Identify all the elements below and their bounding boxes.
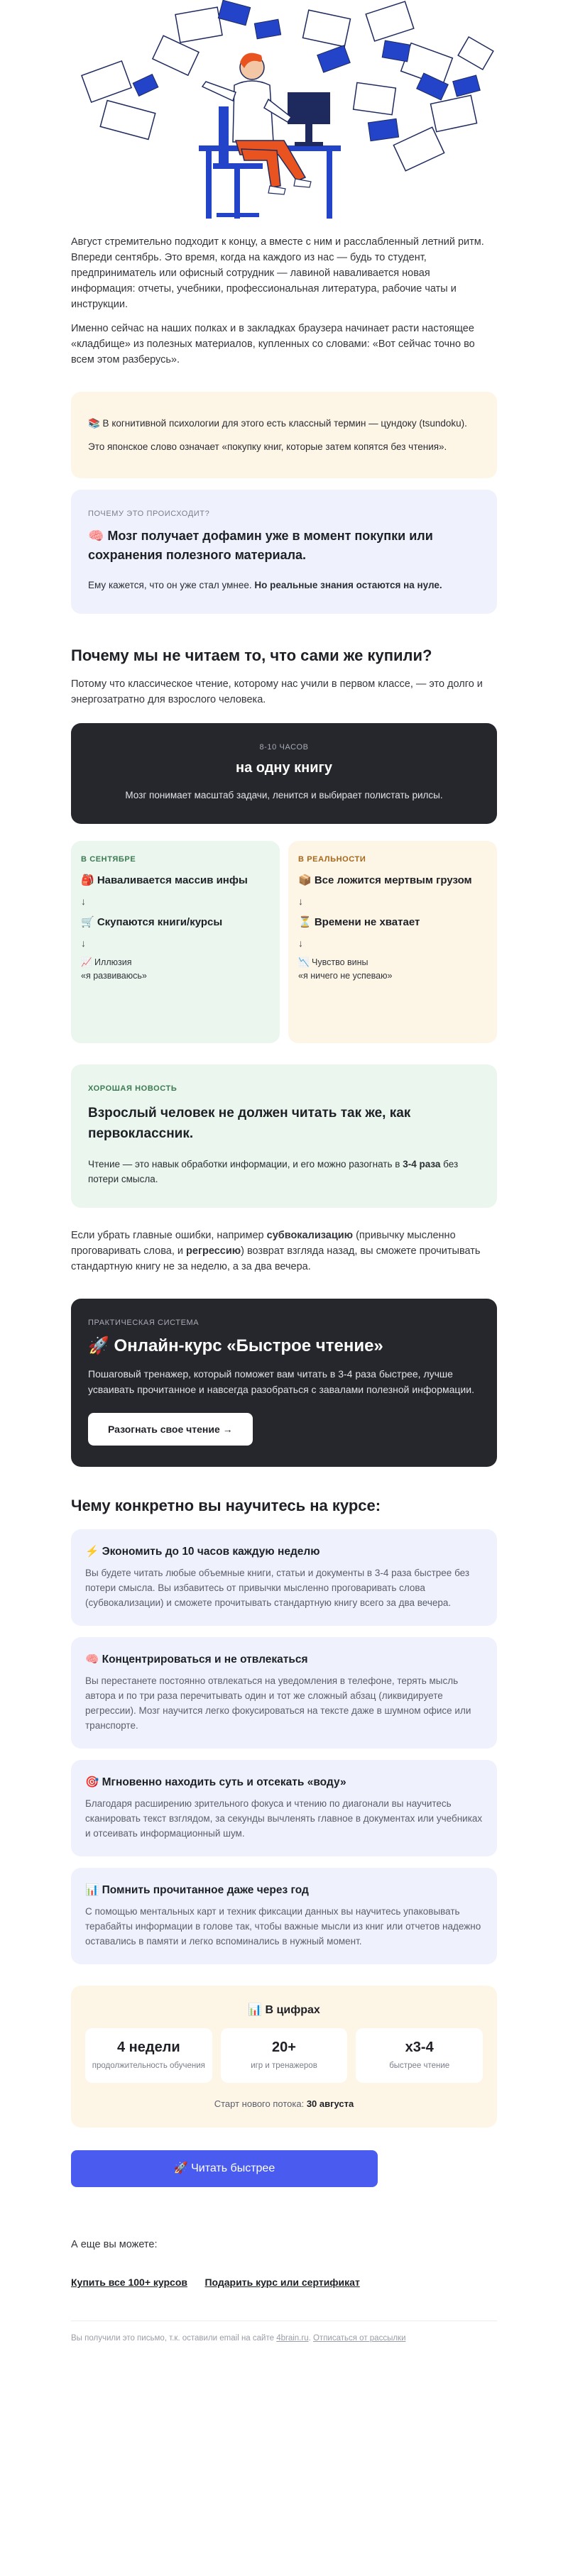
intro-paragraph-2: Именно сейчас на наших полках и в закладках браузера начинает расти настоящее «кладбище» из полезных материалов, купленных со словами: «Вот сейчас точно во всем этом разберусь».: [71, 323, 475, 365]
hours-card: [71, 723, 497, 824]
stat-value: 20+: [272, 2040, 296, 2055]
also-title: А еще вы можете:: [71, 2239, 158, 2250]
why-text-bold: Но реальные знания остаются на нуле.: [254, 580, 442, 590]
skill-title: 📊 Помнить прочитанное даже через год: [85, 1884, 309, 1896]
compare-right-result: 📉 Чувство вины «я ничего не успеваю»: [298, 957, 393, 981]
stat-value: 4 недели: [116, 2040, 180, 2055]
arrow-down-icon: ↓: [81, 937, 86, 949]
numbers-title: 📊 В цифрах: [248, 2004, 320, 2016]
stats-row: [85, 2028, 483, 2083]
course-kicker: ПРАКТИЧЕСКАЯ СИСТЕМА: [88, 1319, 200, 1327]
skill-text: Вы будете читать любые объемные книги, статьи и документы в 3-4 раза быстрее без потери смысла. Вы избавитесь от привычки мысленно проговаривать слова (субвокализации) и сможете прочитывать стандартную книгу всего за два вечера.: [85, 1568, 470, 1608]
hours-text: Мозг понимает масштаб задачи, ленится и выбирает полистать рилсы.: [125, 790, 443, 800]
skill-text: Вы перестанете постоянно отвлекаться на уведомления в телефоне, терять мысль автора и по три раза перечитывать один и тот же сложный абзац (ликвидируете регрессии). Мозг научится легко фокусироваться на тексте даже в шумном офисе или транспорте.: [85, 1675, 471, 1731]
compare-left-result: 📈 Иллюзия «я развиваюсь»: [81, 957, 147, 981]
read-faster-button[interactable]: 🚀 Читать быстрее: [71, 2150, 378, 2187]
tsundoku-text-1: 📚 В когнитивной психологии для этого есть классный термин — цундоку (tsundoku).: [88, 418, 467, 429]
course-cta-button[interactable]: Разогнать свое чтение →: [88, 1413, 253, 1446]
footer-text: [71, 2334, 497, 2343]
section-title-why-not-reading: Почему мы не читаем то, что сами же купили?: [71, 646, 432, 664]
skill-card: [71, 1868, 497, 1964]
footer-separator: .: [308, 2334, 313, 2343]
hours-kicker: 8-10 ЧАСОВ: [259, 743, 309, 752]
compare-left: [71, 841, 280, 1043]
good-news-text-bold: 3-4 раза: [403, 1159, 441, 1169]
good-news-text-end: без потери смысла.: [88, 1159, 459, 1184]
tsundoku-text-2: Это японское слово означает «покупку книг, которые затем копятся без чтения».: [88, 441, 447, 452]
compare-grid: [71, 841, 497, 1043]
errors-text-2: (привычку мысленно проговаривать слова, и: [71, 1230, 456, 1257]
good-news-kicker: ХОРОШАЯ НОВОСТЬ: [88, 1084, 178, 1093]
skill-title: 🧠 Концентрироваться и не отвлекаться: [85, 1653, 308, 1666]
stat-label: игр и тренажеров: [251, 2062, 317, 2070]
arrow-down-icon: ↓: [298, 937, 303, 949]
arrow-down-icon: ↓: [298, 896, 303, 907]
compare-right-item-2: ⏳ Времени не хватает: [298, 916, 420, 928]
tsundoku-card: [71, 392, 497, 478]
skills-title: Чему конкретно вы научитесь на курсе:: [71, 1497, 381, 1514]
stat-games: [221, 2028, 348, 2083]
start-date-value: 30 августа: [306, 2098, 354, 2109]
errors-text-3: ) возврат взгляда назад, вы сможете прочитывать стандартную книгу не за неделю, а за два вечера.: [71, 1245, 481, 1272]
compare-right: [288, 841, 497, 1043]
why-lead: 🧠 Мозг получает дофамин уже в момент покупки или сохранения полезного материала.: [88, 529, 433, 562]
good-news-lead: Взрослый человек не должен читать так же, как первоклассник.: [88, 1106, 411, 1141]
good-news-card: [71, 1064, 497, 1208]
intro-paragraph-1: Август стремительно подходит к концу, а вместе с ним и расслабленный летний ритм. Впереди сентябрь. Это время, когда на каждого из нас — будь то студент, предприниматель или офисный сотрудник — лавиной наваливается новая информация: отчеты, учебники, профессиональная литература, рабочие чаты и инструкции.: [71, 236, 484, 310]
skill-card: [71, 1637, 497, 1749]
stat-value: x3-4: [405, 2040, 434, 2055]
person-reading-books-illustration: [71, 0, 497, 220]
good-news-text: [88, 1157, 480, 1187]
start-date-label: Старт нового потока:: [214, 2098, 307, 2109]
why-text-regular: Ему кажется, что он уже стал умнее.: [88, 580, 255, 590]
compare-left-item-2: 🛒 Скупаются книги/курсы: [81, 916, 223, 928]
skill-text: Благодаря расширению зрительного фокуса и чтению по диагонали вы научитесь сканировать текст взглядом, за секунды вычленять главное в документах или учебниках и отсеивать информационный шум.: [85, 1798, 483, 1839]
skill-title: ⚡ Экономить до 10 часов каждую неделю: [85, 1546, 320, 1558]
good-news-text-regular: Чтение — это навык обработки информации, и его можно разогнать в: [88, 1159, 403, 1169]
unsubscribe-link[interactable]: Отписаться от рассылки: [312, 2334, 406, 2343]
start-date-line: [85, 2098, 483, 2109]
hours-title: на одну книгу: [235, 760, 332, 776]
why-text: [88, 578, 480, 593]
course-text: Пошаговый тренажер, который поможет вам читать в 3-4 раза быстрее, лучше усваивать прочитанное и навсегда разобраться с завалами полезной информации.: [88, 1368, 474, 1395]
errors-text-1: Если убрать главные ошибки, например: [71, 1230, 267, 1241]
why-card: [71, 490, 497, 614]
compare-left-item-1: 🎒 Наваливается массив инфы: [81, 874, 248, 886]
compare-right-item-1: 📦 Все ложится мертвым грузом: [298, 874, 472, 886]
compare-left-kicker: В СЕНТЯБРЕ: [81, 855, 136, 864]
errors-bold-1: субвокализацию: [266, 1230, 354, 1241]
why-kicker: ПОЧЕМУ ЭТО ПРОИСХОДИТ?: [88, 510, 210, 518]
course-title: 🚀 Онлайн-курс «Быстрое чтение»: [88, 1336, 383, 1355]
arrow-down-icon: ↓: [81, 896, 86, 907]
skill-title: 🎯 Мгновенно находить суть и отсекать «воду»: [85, 1776, 346, 1788]
gift-course-link[interactable]: Подарить курс или сертификат: [204, 2277, 360, 2288]
skill-text: С помощью ментальных карт и техник фиксации данных вы научитесь упаковывать терабайты информации в голове так, чтобы важные мысли из книг или отчетов надежно оставались в памяти и легко вспоминались в нужный момент.: [85, 1906, 481, 1947]
skill-card: [71, 1760, 497, 1856]
stat-label: продолжительность обучения: [92, 2062, 205, 2070]
course-card: [71, 1299, 497, 1467]
skill-card: [71, 1529, 497, 1626]
footer-note: Вы получили это письмо, т.к. оставили email на сайте: [71, 2334, 277, 2343]
buy-all-courses-link[interactable]: Купить все 100+ курсов: [71, 2277, 187, 2288]
errors-bold-2: регрессию: [186, 1245, 241, 1257]
stat-duration: [85, 2028, 212, 2083]
stat-speed: [356, 2028, 483, 2083]
compare-right-kicker: В РЕАЛЬНОСТИ: [298, 855, 366, 864]
hero-illustration: [71, 0, 497, 220]
stat-label: быстрее чтение: [389, 2062, 450, 2070]
errors-paragraph: [71, 1228, 497, 1275]
numbers-card: [71, 1986, 497, 2128]
site-link[interactable]: 4brain.ru: [276, 2334, 309, 2343]
section-text-why-not-reading: Потому что классическое чтение, которому нас учили в первом классе, — это долго и энергозатратно для взрослого человека.: [71, 678, 483, 705]
